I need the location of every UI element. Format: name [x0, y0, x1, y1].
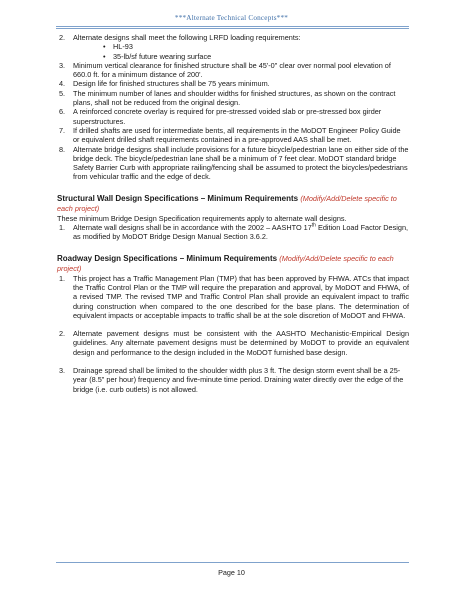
- page-body: [57, 33, 409, 394]
- heading-text: Structural Wall Design Specifications – Minimum Requirements: [57, 193, 299, 203]
- list-item: [57, 33, 409, 42]
- item-text-part: Edition Load Factor Design, as modified by MoDOT Bridge Design Manual Section 3.6.2.: [73, 223, 409, 242]
- item-text: [73, 223, 408, 241]
- section-intro: These minimum Bridge Design Specification requirements apply to alternate wall designs.: [57, 213, 347, 223]
- heading-note: (Modify/Add/Delete specific to each project): [57, 193, 397, 213]
- footer-rule: [56, 562, 409, 563]
- bullet-item: [57, 52, 409, 61]
- list-item: [57, 145, 409, 182]
- item-number: 3.: [59, 366, 66, 376]
- item-number: 5.: [59, 88, 66, 98]
- item-text: If drilled shafts are used for intermediate bents, all requirements in the MoDOT Engineer Policy Guide or equivalent drilled shaft requirements contained in a pre-approved AAS shall be met.: [73, 125, 401, 145]
- list-item: [57, 61, 409, 80]
- header-rule: [56, 26, 409, 29]
- item-text: Alternate designs shall meet the following LRFD loading requirements:: [73, 33, 301, 42]
- list-item: [57, 107, 409, 126]
- item-text: Alternate pavement designs must be consistent with the AASHTO Mechanistic-Empirical Design guidelines. Any alternate pavement designs must be determined by MoDOT to provide an equivalent design and performance to the design included in the MoDOT furnished base design.: [73, 329, 409, 357]
- list-item: [57, 89, 409, 108]
- section-heading-roadway: [57, 254, 409, 274]
- item-text: Minimum vertical clearance for finished structure shall be 45'-0" clear over normal pool elevation of 660.0 ft. for a minimum distance of 200'.: [73, 60, 391, 80]
- item-number: 4.: [59, 79, 66, 89]
- item-text: This project has a Traffic Management Plan (TMP) that has been approved by FHWA. ATCs that impact the Traffic Control Plan or the TMP will require the preparation and approval, by MoDOT and FHWA, of a revised TMP. The revised TMP and Traffic Control Plan shall provide an equivalent impact to traffic during construction when compared to the one described for the base plans. The determination of equivalent impacts or acceptable impacts to traffic shall be at the sole discretion of MoDOT and FHWA.: [73, 273, 409, 320]
- bullet-item: [57, 42, 409, 51]
- list-item: [57, 274, 409, 320]
- list-item: [57, 126, 409, 145]
- list-item: [57, 223, 409, 242]
- bullet-icon: •: [103, 42, 106, 52]
- list-item: [57, 329, 409, 357]
- running-header: ***Alternate Technical Concepts***: [174, 14, 289, 22]
- list-item: [57, 366, 409, 394]
- item-text: Alternate bridge designs shall include provisions for a future bicycle/pedestrian lane on either side of the bridge deck. The bicycle/pedestrian lane shall be a minimum of 7 feet clear. MoDOT standard bridge Safety Barrier Curb with appropriate railing/fencing shall be assumed to protect the bicycles/pedestrians from vehicular traffic and the edge of deck.: [73, 144, 409, 182]
- loading-bullets: [57, 42, 409, 61]
- heading-note: (Modify/Add/Delete specific to each project): [57, 253, 394, 273]
- bullet-text: 35-lb/sf future wearing surface: [113, 51, 212, 61]
- item-number: 3.: [59, 60, 66, 70]
- item-number: 7.: [59, 125, 66, 135]
- list-item: [57, 79, 409, 88]
- item-text: A reinforced concrete overlay is required for pre-stressed voided slab or pre-stressed box girder superstructures.: [73, 107, 382, 126]
- item-text: Design life for finished structures shall be 75 years minimum.: [73, 79, 270, 89]
- item-number: 2.: [59, 33, 66, 42]
- bullet-icon: •: [103, 51, 106, 61]
- item-text: Drainage spread shall be limited to the shoulder width plus 3 ft. The design storm event shall be a 25-year (8.5" per hour) frequency and five-minute time period. Draining water directly over the edge of the bridge (i.e. curb outlets) is not allowed.: [73, 366, 404, 394]
- item-number: 1.: [59, 223, 66, 233]
- section-heading-wall: [57, 194, 409, 214]
- heading-text: Roadway Design Specifications – Minimum Requirements: [57, 253, 278, 263]
- item-number: 8.: [59, 144, 66, 154]
- item-text-part: Alternate wall designs shall be in accordance with the 2002 – AASHTO 17: [73, 223, 312, 233]
- item-text: The minimum number of lanes and shoulder widths for finished structures, as shown on the contract plans, shall not be reduced from the original design.: [73, 88, 396, 108]
- bullet-text: HL-93: [113, 42, 133, 52]
- superscript: th: [311, 222, 316, 229]
- item-number: 1.: [59, 273, 66, 283]
- item-number: 6.: [59, 107, 66, 117]
- item-number: 2.: [59, 329, 66, 339]
- page-number: Page 10: [218, 568, 245, 577]
